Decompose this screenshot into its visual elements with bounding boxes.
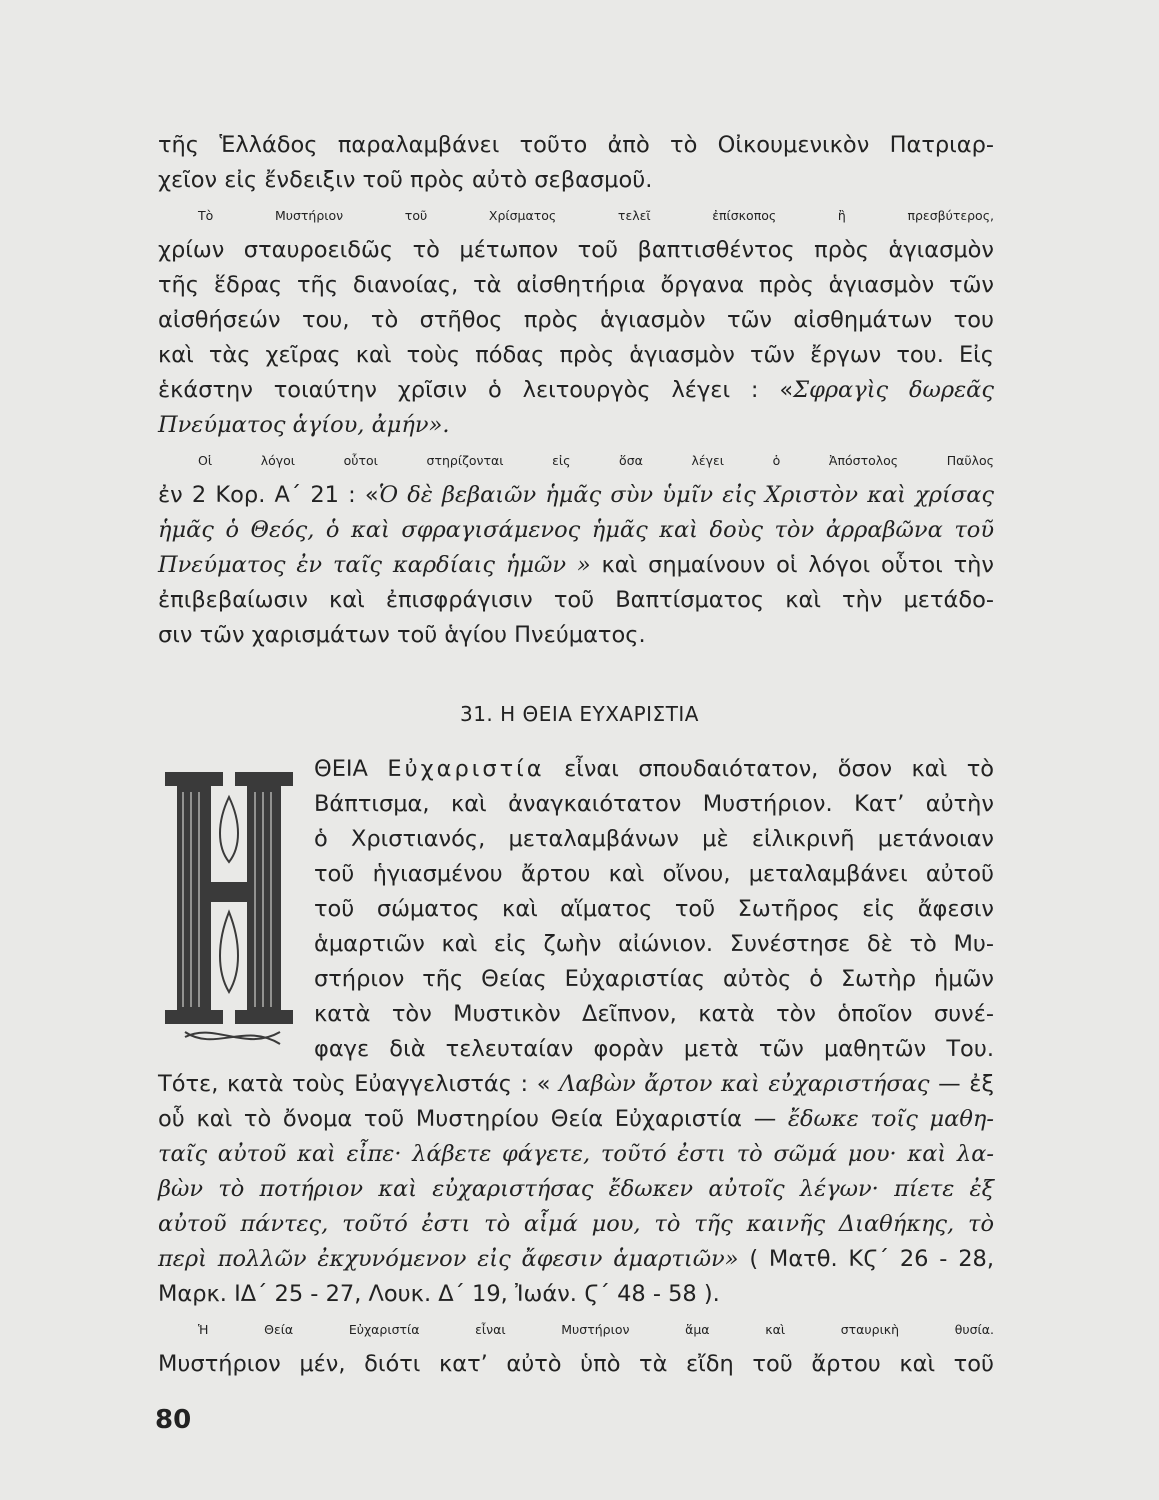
- text-segment: εἶναι σπουδαιότατον, ὅσον καὶ τὸ: [544, 756, 995, 782]
- quote-italic: αὐτοῦ πάντες, τοῦτό ἐστι τὸ αἷμά μου, τὸ τῆς καινῆς Διαθήκης, τὸ: [158, 1211, 994, 1237]
- quote-italic: ἔδωκε τοῖς μαθη-: [787, 1106, 994, 1132]
- text-line: [314, 752, 994, 787]
- quote-italic: Πνεύματος ἐν ταῖς καρδίαις ἡμῶν »: [158, 552, 591, 578]
- text-line: Μυστήριον μέν, διότι κατ’ αὐτὸ ὑπὸ τὰ εἴδη τοῦ ἄρτου καὶ τοῦ: [158, 1351, 994, 1377]
- text-line: [158, 373, 994, 408]
- text-line: χρίων σταυροειδῶς τὸ μέτωπον τοῦ βαπτισθέντος πρὸς ἁγιασμὸν: [158, 237, 994, 263]
- text-line: [158, 1207, 994, 1242]
- text-line: [158, 513, 994, 548]
- quote-italic: βὼν τὸ ποτήριον καὶ εὐχαριστήσας ἔδωκεν αὐτοῖς λέγων· πίετε ἐξ: [158, 1176, 994, 1202]
- text-line: φαγε διὰ τελευταίαν φορὰν μετὰ τῶν μαθητῶν Του.: [314, 1036, 994, 1062]
- text-line: τῆς Ἑλλάδος παραλαμβάνει τοῦτο ἀπὸ τὸ Οἰκουμενικὸν Πατριαρ-: [158, 132, 994, 158]
- text-line: τοῦ σώματος καὶ αἵματος τοῦ Σωτῆρος εἰς ἄφεσιν: [314, 896, 994, 922]
- paragraph-evangelists: [158, 1067, 994, 1312]
- dropcap-column: [314, 752, 994, 1067]
- text-line: ὁ Χριστιανός, μεταλαμβάνων μὲ εἰλικρινῆ μετάνοιαν: [314, 826, 994, 852]
- dropcap-letter: Η: [229, 902, 230, 903]
- spaced-emphasis: Εὐχαριστία: [387, 756, 545, 782]
- quote-italic: Λαβὼν ἄρτον καὶ εὐχαριστήσας: [559, 1071, 930, 1097]
- text-line: κατὰ τὸν Μυστικὸν Δεῖπνον, κατὰ τὸν ὁποῖον συνέ-: [314, 1001, 994, 1027]
- section-heading: 31. Η ΘΕΙΑ ΕΥΧΑΡΙΣΤΙΑ: [459, 702, 699, 726]
- text-segment: καὶ σημαίνουν οἱ λόγοι οὗτοι τὴν: [590, 552, 994, 578]
- paragraph-paul: [158, 443, 994, 653]
- quote-italic: Ὁ δὲ βεβαιῶν ἡμᾶς σὺν ὑμῖν εἰς Χριστὸν καὶ χρίσας: [378, 482, 994, 508]
- paragraph-continuation: [158, 128, 994, 198]
- text-line: στήριον τῆς Θείας Εὐχαριστίας αὐτὸς ὁ Σωτὴρ ἡμῶν: [314, 966, 994, 992]
- text-line: [158, 1067, 994, 1102]
- text-segment: Τότε, κατὰ τοὺς Εὐαγγελιστάς : «: [158, 1071, 560, 1097]
- text-line: [158, 548, 994, 583]
- page-number: 80: [155, 1405, 192, 1435]
- quote-italic: Σφραγὶς δωρεᾶς: [793, 377, 994, 403]
- quote-italic: περὶ πολλῶν ἐκχυνόμενον εἰς ἄφεσιν ἁμαρτιῶν»: [158, 1246, 739, 1272]
- text-line: καὶ τὰς χεῖρας καὶ τοὺς πόδας πρὸς ἁγιασμὸν τῶν ἔργων του. Εἰς: [158, 342, 994, 368]
- text-line: ἐπιβεβαίωσιν καὶ ἐπισφράγισιν τοῦ Βαπτίσματος καὶ τὴν μετάδο-: [158, 587, 994, 613]
- quote-italic: Πνεύματος ἁγίου, ἀμήν».: [158, 412, 450, 438]
- text-segment: — ἐξ: [929, 1071, 994, 1097]
- text-line: [158, 1242, 994, 1277]
- paragraph-sacrifice: [158, 1312, 994, 1382]
- text-line: [158, 408, 994, 443]
- text-segment: οὗ καὶ τὸ ὄνομα τοῦ Μυστηρίου Θεία Εὐχαριστία —: [158, 1106, 788, 1132]
- text-segment: ἐν 2 Κορ. Α΄ 21 : «: [158, 482, 379, 508]
- text-line: Τὸ Μυστήριον τοῦ Χρίσματος τελεῖ ἐπίσκοπος ἢ πρεσβύτερος,: [198, 208, 994, 223]
- text-line: τῆς ἕδρας τῆς διανοίας, τὰ αἰσθητήρια ὄργανα πρὸς ἁγιασμὸν τῶν: [158, 272, 994, 298]
- text-line: [158, 1137, 994, 1172]
- text-line: Βάπτισμα, καὶ ἀναγκαιότατον Μυστήριον. Κατ’ αὐτὴν: [314, 791, 994, 817]
- text-line: [158, 478, 994, 513]
- text-line: Μαρκ. ΙΔ΄ 25 - 27, Λουκ. Δ΄ 19, Ἰωάν. Ϛ΄ 48 - 58 ).: [158, 1281, 720, 1307]
- text-line: Ἡ Θεία Εὐχαριστία εἶναι Μυστήριον ἅμα καὶ σταυρικὴ θυσία.: [198, 1322, 994, 1337]
- text-line: [158, 1172, 994, 1207]
- text-line: σιν τῶν χαρισμάτων τοῦ ἁγίου Πνεύματος.: [158, 622, 646, 648]
- text-segment: ( Ματθ. ΚϚ΄ 26 - 28,: [738, 1246, 994, 1272]
- quote-italic: ταῖς αὐτοῦ καὶ εἶπε· λάβετε φάγετε, τοῦτό ἐστι τὸ σῶμά μου· καὶ λα-: [158, 1141, 994, 1167]
- text-segment: ἑκάστην τοιαύτην χρῖσιν ὁ λειτουργὸς λέγει : «: [158, 377, 794, 403]
- text-line: ἁμαρτιῶν καὶ εἰς ζωὴν αἰώνιον. Συνέστησε δὲ τὸ Μυ-: [314, 931, 994, 957]
- text-segment: ΘΕΙΑ: [314, 756, 388, 782]
- text-line: αἰσθήσεών του, τὸ στῆθος πρὸς ἁγιασμὸν τῶν αἰσθημάτων του: [158, 307, 994, 333]
- paragraph-chrism: [158, 198, 994, 443]
- quote-italic: ἡμᾶς ὁ Θεός, ὁ καὶ σφραγισάμενος ἡμᾶς καὶ δοὺς τὸν ἀρραβῶνα τοῦ: [158, 517, 994, 543]
- text-line: Οἱ λόγοι οὗτοι στηρίζονται εἰς ὅσα λέγει ὁ Ἀπόστολος Παῦλος: [198, 453, 994, 468]
- text-line: χεῖον εἰς ἔνδειξιν τοῦ πρὸς αὐτὸ σεβασμοῦ.: [158, 167, 653, 193]
- text-line: [158, 1102, 994, 1137]
- text-line: τοῦ ἡγιασμένου ἄρτου καὶ οἴνου, μεταλαμβάνει αὐτοῦ: [314, 861, 994, 887]
- ornamental-dropcap-icon: [155, 752, 305, 1052]
